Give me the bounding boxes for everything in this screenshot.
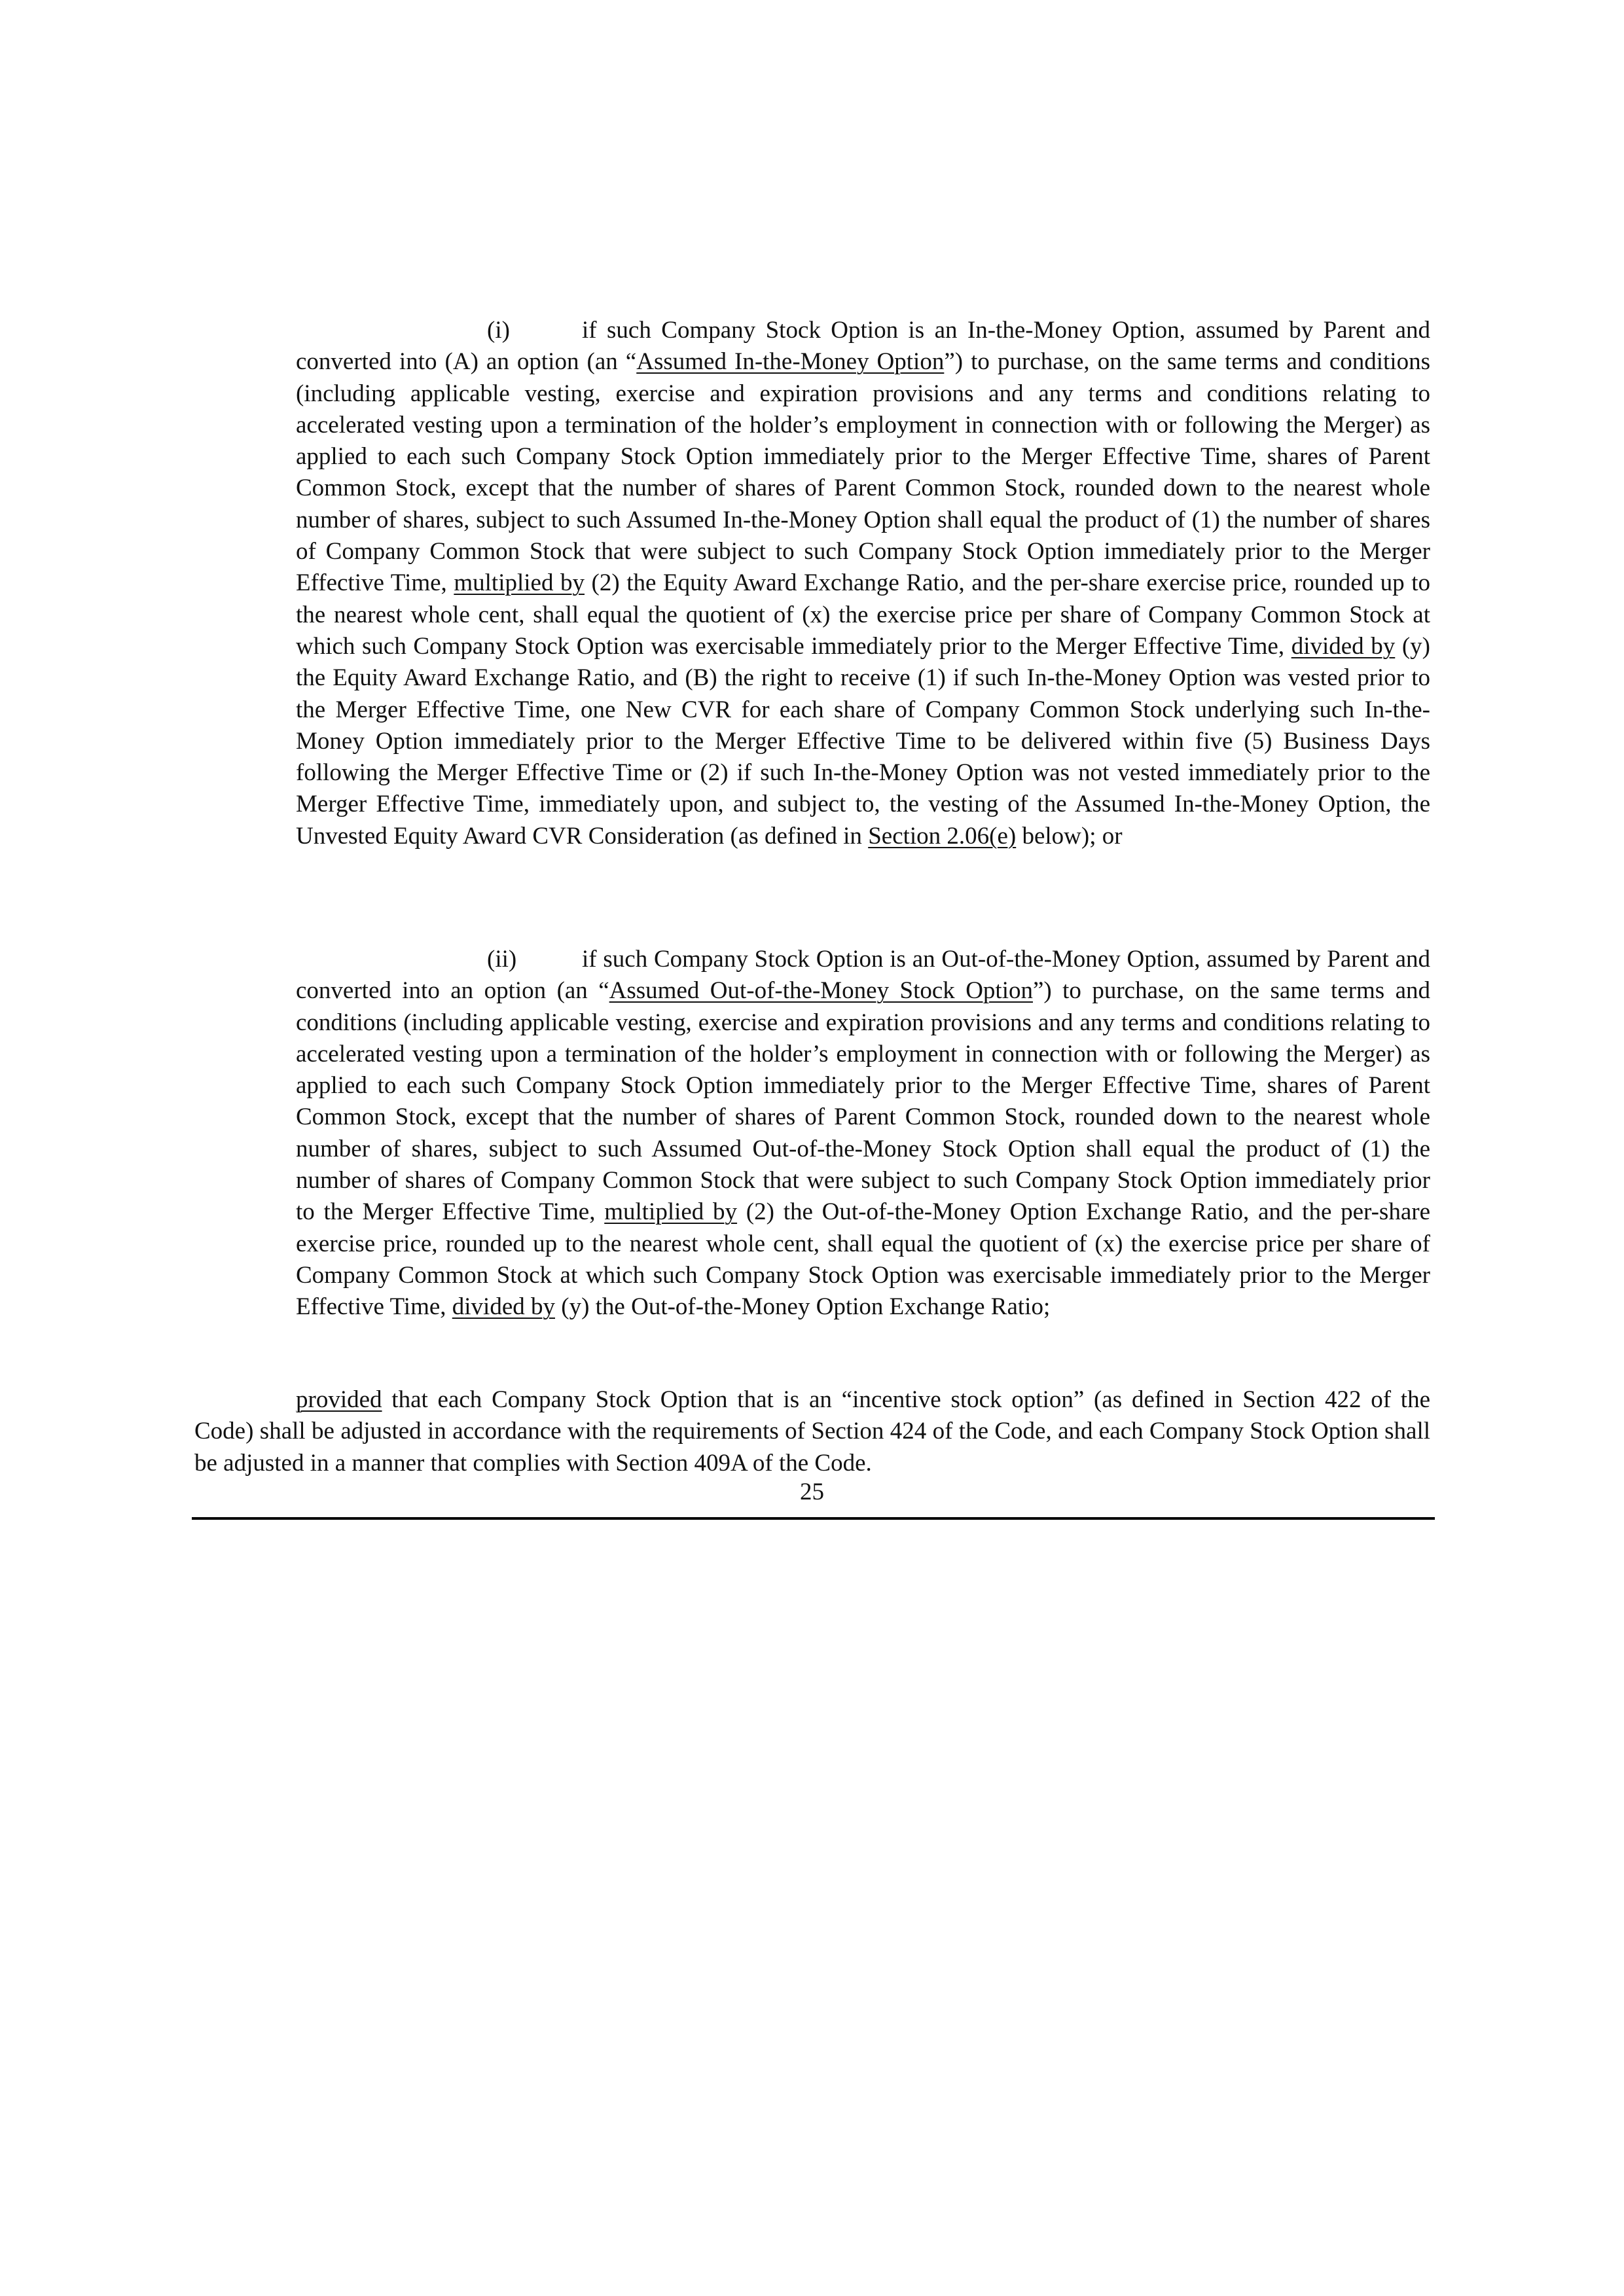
clause-ii-text-2: ”) to purchase, on the same terms and conditions (including applicable vesting, exercise and expiration provisions and any terms and conditions relating to accelerated vesting upon a termination of the holder’s employment in connection with or following the Merger) as applied to each such Company Stock Option immediately prior to the Merger Effective Time, shares of Parent Common Stock, except that the number of shares of Parent Common Stock, rounded down to the nearest whole number of shares, subject to such Assumed Out-of-the-Money Stock Option shall equal the product of (1) the number of shares of Company Common Stock that were subject to such Company Stock Option immediately prior to the Merger Effective Time,: [296, 977, 1431, 1226]
clause-ii-text-4: (y) the Out-of-the-Money Option Exchange Ratio;: [555, 1293, 1051, 1321]
clause-ii-text-3: (2) the Out-of-the-Money Option Exchange Ratio, and the per-share exercise price, rounded up to the nearest whole cent, shall equal the quotient of (x) the exercise price per share of Company Common Stock at which such Company Stock Option was exercisable immediately prior to the Merger Effective Time,: [296, 1198, 1431, 1321]
clause-i-text-4: (y) the Equity Award Exchange Ratio, and (B) the right to receive (1) if such In-the-Money Option was vested prior to the Merger Effective Time, one New CVR for each share of Company Common Stock underlying such In-the-Money Option immediately prior to the Merger Effective Time to be delivered within five (5) Business Days following the Merger Effective Time or (2) if such In-the-Money Option was not vested immediately prior to the Merger Effective Time, immediately upon, and subject to, the vesting of the Assumed In-the-Money Option, the Unvested Equity Award CVR Consideration (as defined in: [296, 632, 1430, 850]
section-reference-link: Section 2.06(e): [868, 822, 1017, 850]
proviso-provided: provided: [296, 1386, 382, 1413]
proviso-text: that each Company Stock Option that is an “incentive stock option” (as defined in Section 422 of the Code) shall be adjusted in accordance with the requirements of Section 424 of the Code, and each Company Stock Option shall be adjusted in a manner that complies with Section 409A of the Code.: [194, 1386, 1430, 1477]
clause-i-multiplied-by: multiplied by: [454, 569, 585, 597]
footer-rule: [192, 1517, 1435, 1520]
clause-i-paragraph: [296, 315, 1430, 852]
clause-i-text-2: ”) to purchase, on the same terms and conditions (including applicable vesting, exercise and expiration provisions and any terms and conditions relating to accelerated vesting upon a termination of the holder’s employment in connection with or following the Merger) as applied to each such Company Stock Option immediately prior to the Merger Effective Time, shares of Parent Common Stock, except that the number of shares of Parent Common Stock, rounded down to the nearest whole number of shares, subject to such Assumed In-the-Money Option shall equal the product of (1) the number of shares of Company Common Stock that were subject to such Company Stock Option immediately prior to the Merger Effective Time,: [296, 348, 1430, 597]
clause-i-text-5: below); or: [1016, 822, 1123, 850]
clause-i-text-1: if such Company Stock Option is an In-the-Money Option, assumed by Parent and converted into (A) an option (an “: [296, 317, 1430, 376]
defined-term-assumed-in-the-money-option: Assumed In-the-Money Option: [636, 348, 945, 376]
clause-i-number: (i): [487, 317, 510, 344]
clause-i-text-3: (2) the Equity Award Exchange Ratio, and the per-share exercise price, rounded up to the nearest whole cent, shall equal the quotient of (x) the exercise price per share of Company Common Stock at which such Company Stock Option was exercisable immediately prior to the Merger Effective Time,: [296, 569, 1431, 660]
clause-ii-number: (ii): [487, 946, 517, 973]
proviso-paragraph: [194, 1384, 1430, 1479]
clause-ii-text-1: if such Company Stock Option is an Out-of-the-Money Option, assumed by Parent and converted into an option (an “: [296, 946, 1430, 1005]
clause-ii-multiplied-by: multiplied by: [604, 1198, 738, 1226]
clause-ii-paragraph: [296, 944, 1430, 1323]
page-number: 25: [800, 1479, 824, 1505]
clause-ii-divided-by: divided by: [452, 1293, 555, 1321]
clause-i-divided-by: divided by: [1291, 632, 1396, 660]
defined-term-assumed-out-of-the-money-stock-option: Assumed Out-of-the-Money Stock Option: [609, 977, 1033, 1005]
